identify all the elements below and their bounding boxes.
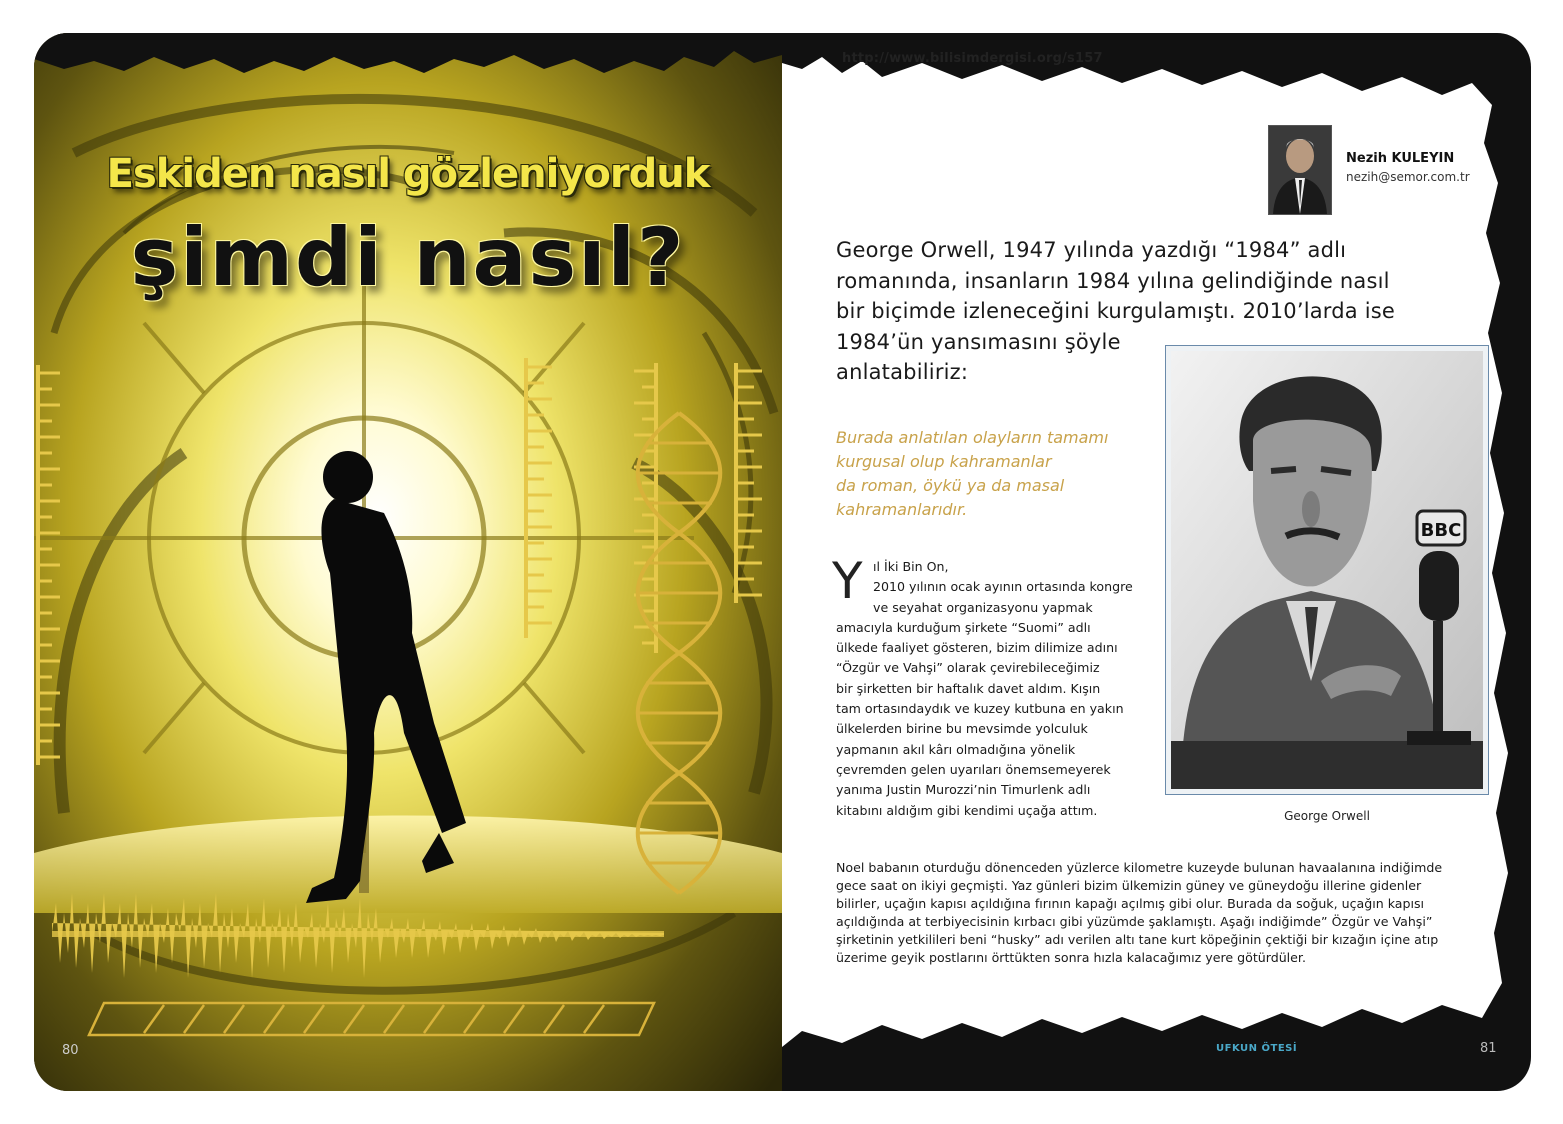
section-footer: UFKUN ÖTESİ: [1216, 1043, 1298, 1054]
body-line: yanıma Justin Murozzi’nin Timurlenk adlı: [836, 782, 1091, 798]
body-line: çevremden gelen uyarıları önemsemeyerek: [836, 761, 1111, 777]
author-photo: [1268, 125, 1332, 215]
body-line: şirketinin yetkilileri beni “husky” adı verilen altı tane kurt köpeğinin çektiği bir kızağın içine atıp: [836, 932, 1439, 947]
body-line: açıldığında at terbiyecisinin kırbacı gibi yüzümde şaklamıştı. Aşağı indiğimde” Özgür ve Vahşi”: [836, 914, 1433, 929]
lead-line: 1984’ün yansımasını şöyle: [836, 329, 1121, 354]
lead-line: romanında, insanların 1984 yılına gelindiğinde nasıl: [836, 268, 1390, 293]
body-line: ıl İki Bin On,: [873, 559, 949, 574]
left-page: [34, 33, 782, 1091]
body-line: kitabını aldığım gibi kendimi uçağa attım.: [836, 802, 1098, 818]
magazine-spread: [34, 33, 1531, 1091]
headline-line2: şimdi nasıl?: [130, 211, 686, 304]
author-email: nezih@semor.com.tr: [1346, 170, 1470, 184]
body-line: “Özgür ve Vahşi” olarak çevirebileceğimiz: [836, 660, 1100, 676]
orwell-photo-frame: [1165, 345, 1489, 795]
body-line: yapmanın akıl kârı olmadığına yönelik: [836, 741, 1076, 757]
page-number-right: 81: [1480, 1041, 1497, 1056]
body-line: üzerime geyik postlarını örttükten sonra hızla kalacağımız yere götürdüler.: [836, 950, 1306, 965]
body-line: tam ortasındaydık ve kuzey kutbuna en yakın: [836, 701, 1124, 717]
body-line: gece saat on ikiyi geçmişti. Yaz günleri bizim ülkemizin güney ve güneydoğu illerine gidenler: [836, 878, 1422, 893]
body-line: Noel babanın oturduğu dönenceden yüzlerce kilometre kuzeyde bulunan havaalanına indiğimde: [836, 860, 1443, 875]
body-line: bir şirketten bir haftalık davet aldım. Kışın: [836, 680, 1101, 696]
source-url: http://www.bilisimdergisi.org/s157: [842, 51, 1103, 66]
body-line: bilirler, uçağın kapısı açıldığına fırının kapağı açılmış gibi olur. Burada da soğuk, uçağın kapısı: [836, 896, 1425, 911]
photo-caption: George Orwell: [1284, 809, 1370, 823]
body-column: [836, 557, 1156, 821]
lead-line: George Orwell, 1947 yılında yazdığı “1984” adlı: [836, 238, 1347, 262]
body-line: ülkede faaliyet gösteren, bizim dilimize adını: [836, 640, 1118, 656]
quote-line: da roman, öykü ya da masal: [836, 476, 1065, 495]
quote-line: Burada anlatılan olayların tamamı: [836, 428, 1109, 447]
drop-cap: Y: [832, 552, 863, 610]
body-line: amacıyla kurduğum şirkete “Suomi” adlı: [836, 619, 1091, 635]
body-line: 2010 yılının ocak ayının ortasında kongre: [873, 579, 1133, 595]
quote-line: kahramanlarıdır.: [836, 500, 968, 519]
body-line: ülkelerden birine bu mevsimde yolculuk: [836, 721, 1088, 737]
body-wide-paragraph: [836, 859, 1486, 967]
lead-line: bir biçimde izleneceğini kurgulamıştı. 2010’larda ise: [836, 299, 1396, 323]
headline-line1: Eskiden nasıl gözleniyorduk: [106, 151, 710, 197]
quote-line: kurgusal olup kahramanlar: [836, 452, 1052, 471]
pull-quote: [836, 426, 1108, 522]
author-name: Nezih KULEYIN: [1346, 151, 1455, 166]
orwell-photo: [1171, 351, 1483, 789]
body-line: ve seyahat organizasyonu yapmak: [873, 599, 1093, 615]
bbc-sign: BBC: [1420, 520, 1462, 541]
right-page: [782, 33, 1531, 1091]
lead-line: anlatabiliriz:: [836, 360, 969, 384]
page-number-left: 80: [62, 1043, 79, 1058]
